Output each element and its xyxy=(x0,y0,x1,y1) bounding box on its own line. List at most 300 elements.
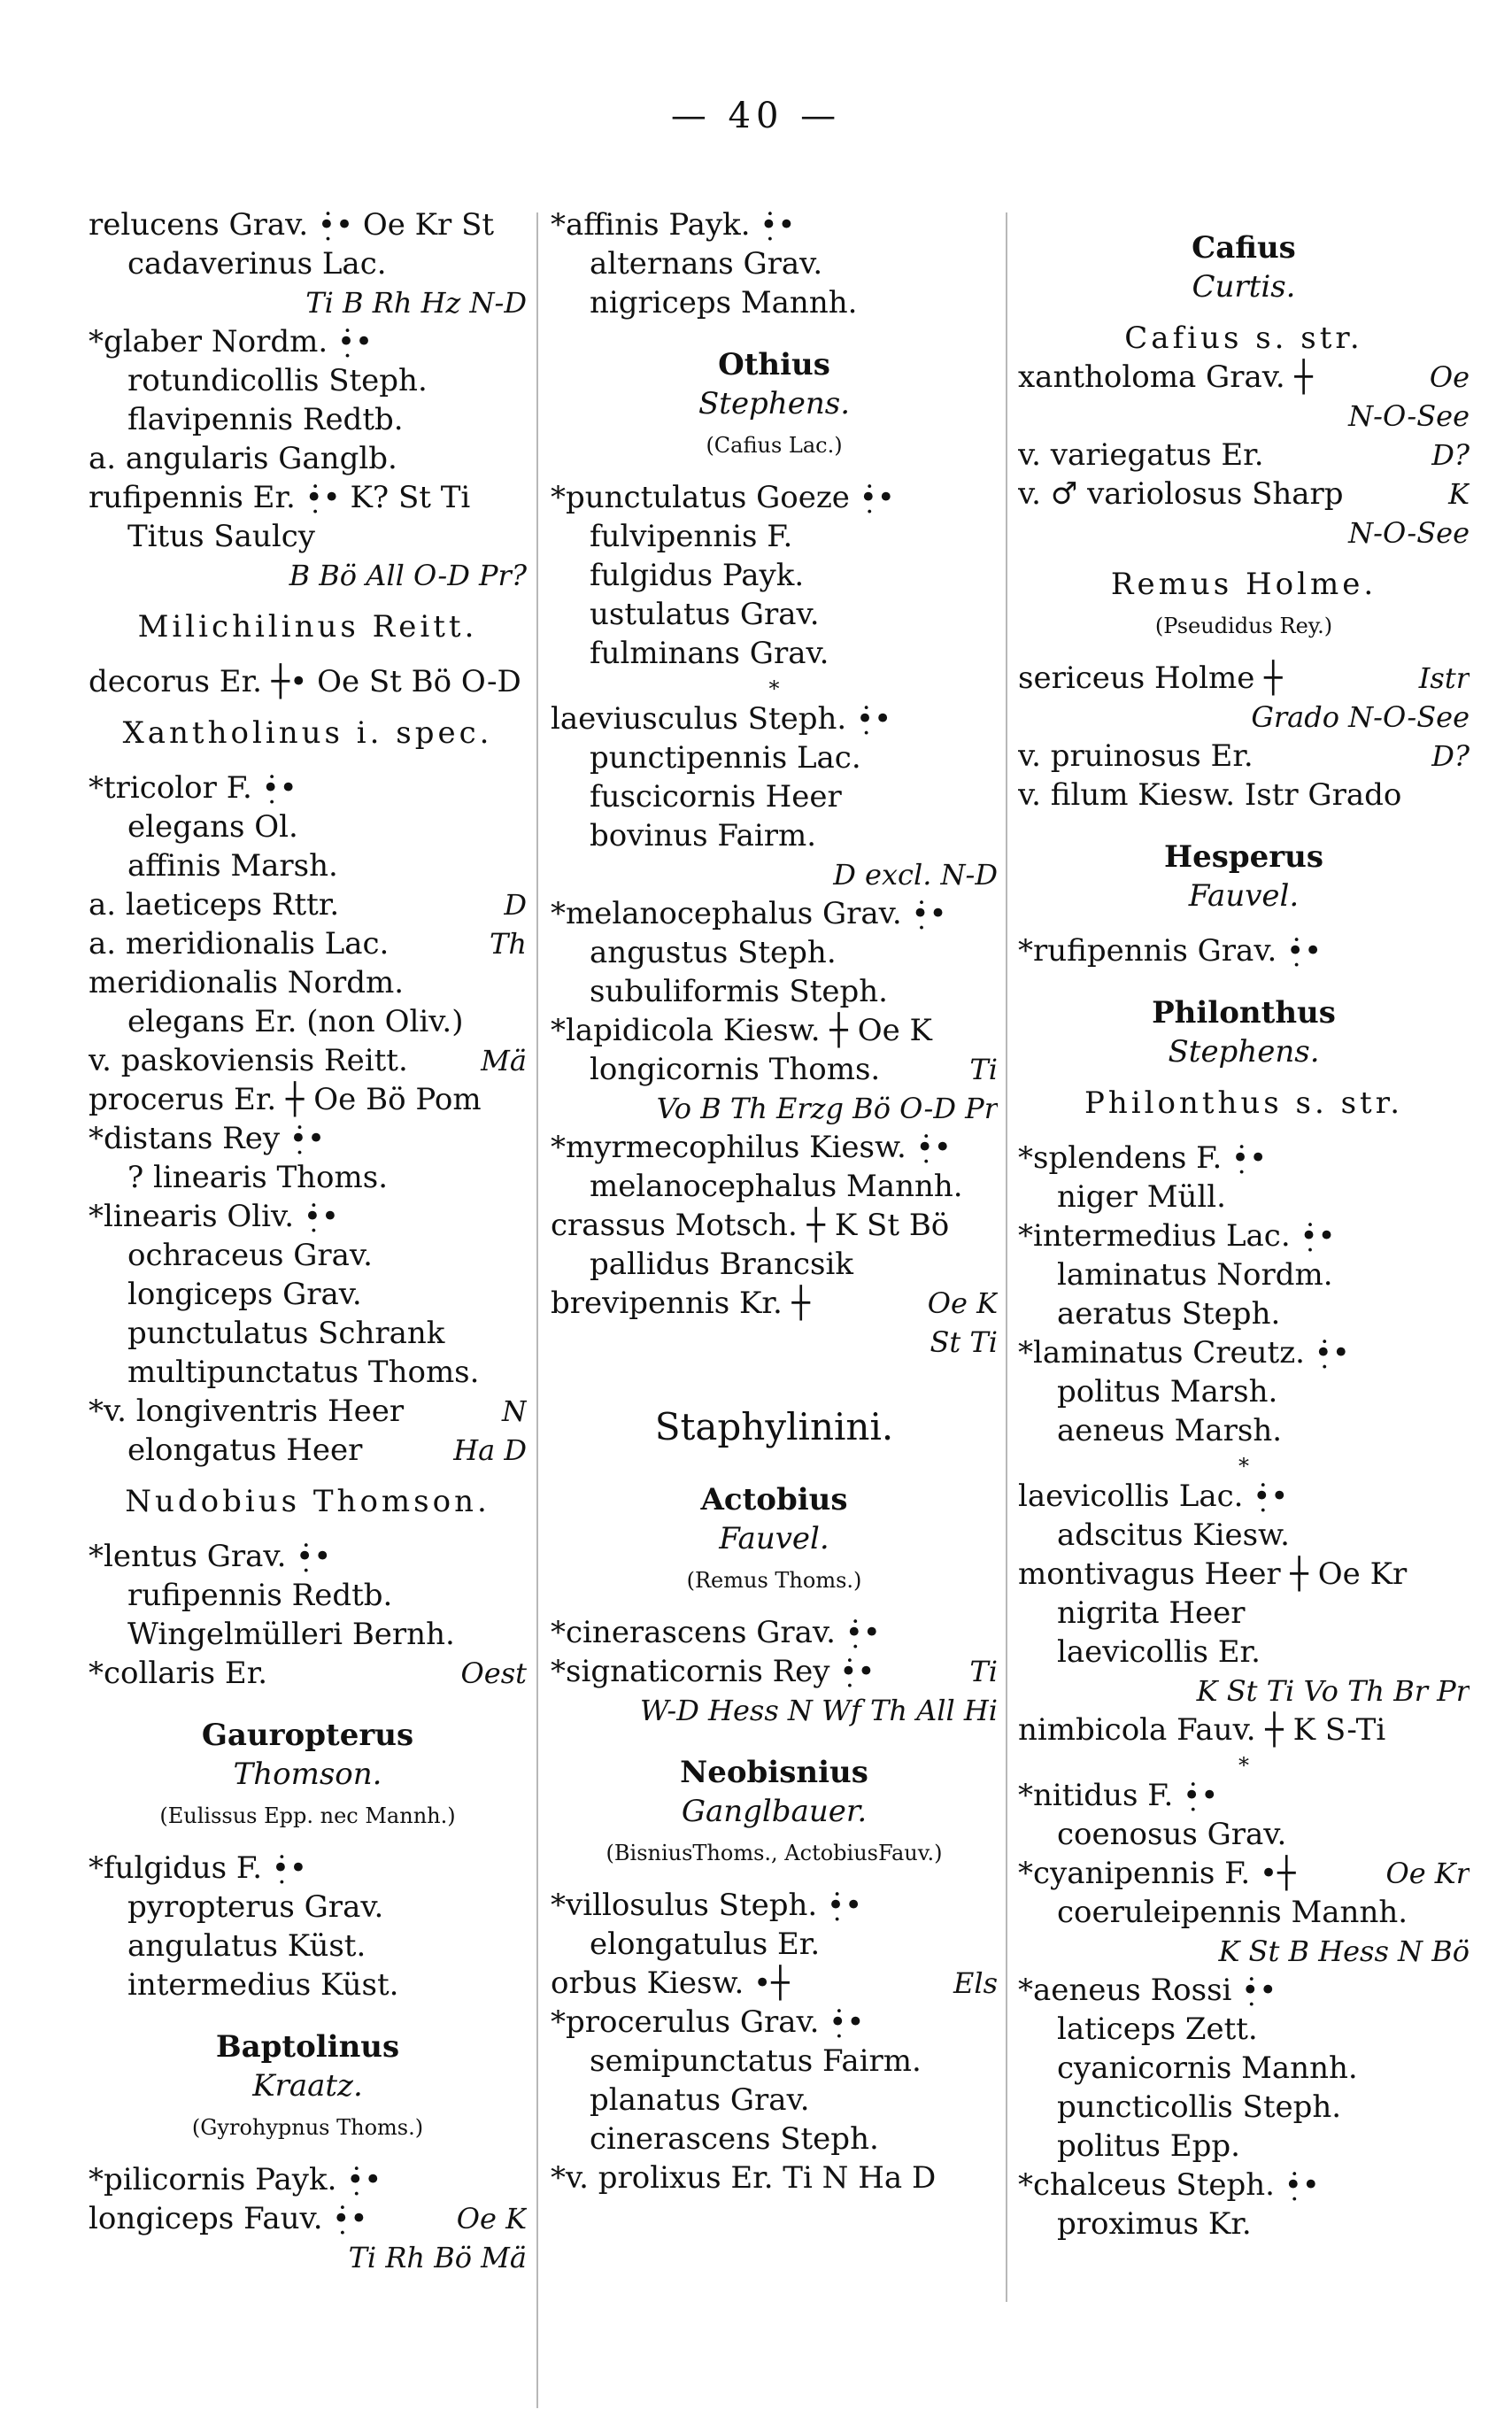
subgenus-heading xyxy=(1018,1084,1470,1123)
entry-text: Gauropterus xyxy=(201,1718,414,1753)
entry-text: v. pruinosus Er. xyxy=(1018,738,1254,774)
entry-text: Xantholinus i. spec. xyxy=(122,715,493,751)
entry-text: K St Ti Vo Th Br Pr xyxy=(1196,1674,1470,1708)
species-entry xyxy=(551,2042,998,2081)
distribution-line xyxy=(1018,397,1470,436)
species-entry xyxy=(89,361,527,400)
species-entry xyxy=(89,846,527,885)
species-entry xyxy=(89,1275,527,1314)
synonym-note xyxy=(551,1558,998,1597)
species-entry xyxy=(89,1537,527,1576)
entry-text: laevicollis Er. xyxy=(1057,1634,1261,1670)
entry-text: subuliformis Steph. xyxy=(590,974,888,1009)
species-entry xyxy=(89,1888,527,1927)
genus-author xyxy=(551,384,998,423)
distribution-line xyxy=(1018,514,1470,552)
entry-text: longiceps Grav. xyxy=(127,1277,362,1312)
entry-text: Titus Saulcy xyxy=(127,519,315,554)
species-entry xyxy=(551,517,998,556)
entry-text: orbus Kiesw. •┼ xyxy=(551,1965,790,2001)
entry-text: Milichilinus Reitt. xyxy=(137,609,478,645)
synonym-note xyxy=(89,1794,527,1833)
species-entry xyxy=(551,1284,998,1323)
species-entry xyxy=(1018,1854,1470,1893)
species-entry xyxy=(89,1576,527,1615)
species-entry xyxy=(1018,2127,1470,2166)
distribution-line xyxy=(551,855,998,894)
entry-text: *glaber Nordm. •̣̇• xyxy=(89,324,374,359)
column-middle xyxy=(551,205,998,2346)
entry-text: semipunctatus Fairm. xyxy=(590,2043,922,2079)
genus-heading xyxy=(551,1753,998,1792)
entry-text: fulvipennis F. xyxy=(590,519,793,554)
species-entry xyxy=(551,556,998,595)
species-entry xyxy=(551,1652,998,1691)
entry-text: Curtis. xyxy=(1192,269,1296,305)
distribution-line xyxy=(551,1691,998,1730)
species-entry xyxy=(89,400,527,439)
entry-text: politus Marsh. xyxy=(1057,1374,1278,1409)
entry-text: v. filum Kiesw. Istr Grado xyxy=(1018,777,1402,813)
species-entry xyxy=(89,1041,527,1080)
entry-text: Philonthus s. str. xyxy=(1084,1085,1404,1121)
entry-distribution: N xyxy=(502,1394,527,1428)
entry-text: Cafius xyxy=(1192,230,1296,266)
species-entry xyxy=(1018,1333,1470,1372)
subgenus-heading xyxy=(89,607,527,646)
entry-text: elongatulus Er. xyxy=(590,1927,821,1962)
entry-text: *melanocephalus Grav. •̣̇• xyxy=(551,896,947,931)
entry-text: rufipennis Redtb. xyxy=(127,1578,393,1613)
entry-distribution: Ti xyxy=(969,1053,998,1086)
column-divider xyxy=(536,212,538,2408)
entry-text: punctulatus Schrank xyxy=(127,1316,445,1351)
subgenus-heading xyxy=(1018,319,1470,358)
species-entry xyxy=(89,1119,527,1158)
entry-text: decorus Er. ┼• Oe St Bö O-D xyxy=(89,664,521,699)
entry-text: Ti Rh Bö Mä xyxy=(348,2241,527,2274)
species-entry xyxy=(89,1965,527,2004)
genus-author xyxy=(551,1519,998,1558)
genus-author xyxy=(1018,267,1470,306)
entry-text: v. paskoviensis Reitt. xyxy=(89,1043,408,1078)
entry-text: *laminatus Creutz. •̣̇• xyxy=(1018,1335,1350,1371)
entry-text: *lentus Grav. •̣̇• xyxy=(89,1539,332,1574)
synonym-note xyxy=(551,423,998,462)
species-entry xyxy=(1018,1594,1470,1633)
genus-author xyxy=(89,1755,527,1794)
genus-heading xyxy=(551,345,998,384)
species-entry xyxy=(1018,2049,1470,2088)
entry-text: laminatus Nordm. xyxy=(1057,1257,1333,1293)
species-entry xyxy=(1018,1139,1470,1178)
species-entry xyxy=(551,699,998,738)
species-entry xyxy=(1018,1555,1470,1594)
species-entry xyxy=(1018,2166,1470,2205)
entry-distribution: Istr xyxy=(1418,661,1470,695)
entry-text: *distans Rey •̣̇• xyxy=(89,1121,326,1156)
separator-asterisk xyxy=(1018,1450,1470,1477)
species-entry xyxy=(89,322,527,361)
entry-text: fulgidus Payk. xyxy=(590,558,805,593)
entry-distribution: Oest xyxy=(460,1656,527,1690)
entry-distribution: K xyxy=(1448,477,1470,511)
entry-distribution: D xyxy=(504,888,527,922)
entry-text: cyanicornis Mannh. xyxy=(1057,2050,1358,2086)
entry-text: punctipennis Lac. xyxy=(590,740,861,776)
entry-text: procerus Er. ┼ Oe Bö Pom xyxy=(89,1082,482,1117)
species-entry xyxy=(551,1964,998,2003)
species-entry xyxy=(89,1158,527,1197)
entry-text: brevipennis Kr. ┼ xyxy=(551,1286,811,1321)
species-entry xyxy=(89,1353,527,1392)
entry-text: cadaverinus Lac. xyxy=(127,246,387,282)
entry-text: Wingelmülleri Bernh. xyxy=(127,1617,455,1652)
entry-text: *punctulatus Goeze •̣̇• xyxy=(551,480,895,515)
entry-text: *intermedius Lac. •̣̇• xyxy=(1018,1218,1336,1254)
entry-text: * xyxy=(768,676,780,699)
species-entry xyxy=(89,1197,527,1236)
entry-text: ? linearis Thoms. xyxy=(127,1160,388,1195)
entry-text: rufipennis Er. •̣̇• K? St Ti xyxy=(89,480,471,515)
tribe-heading xyxy=(551,1397,998,1457)
genus-heading xyxy=(89,1716,527,1755)
species-entry xyxy=(89,807,527,846)
species-entry xyxy=(551,1206,998,1245)
entry-text: longicornis Thoms. xyxy=(590,1052,881,1087)
species-entry xyxy=(89,1849,527,1888)
entry-text: Baptolinus xyxy=(215,2029,400,2065)
entry-text: a. angularis Ganglb. xyxy=(89,441,397,476)
entry-text: *lapidicola Kiesw. ┼ Oe K xyxy=(551,1013,932,1048)
entry-text: politus Epp. xyxy=(1057,2128,1240,2164)
species-entry xyxy=(551,2158,998,2197)
entry-text: *signaticornis Rey •̣̇• xyxy=(551,1654,876,1689)
species-entry xyxy=(1018,659,1470,698)
entry-text: D excl. N-D xyxy=(833,858,998,892)
entry-text: *affinis Payk. •̣̇• xyxy=(551,207,796,243)
entry-text: (Remus Thoms.) xyxy=(686,1568,862,1593)
entry-text: relucens Grav. •̣̇• Oe Kr St xyxy=(89,207,495,243)
entry-text: *splendens F. •̣̇• xyxy=(1018,1140,1268,1176)
species-entry xyxy=(1018,358,1470,397)
genus-heading xyxy=(1018,993,1470,1032)
species-entry xyxy=(89,1080,527,1119)
entry-text: niger Müll. xyxy=(1057,1179,1226,1215)
entry-text: flavipennis Redtb. xyxy=(127,402,404,437)
species-entry xyxy=(1018,1411,1470,1450)
species-entry xyxy=(551,1925,998,1964)
entry-text: (BisniusThoms., ActobiusFauv.) xyxy=(606,1841,943,1865)
species-entry xyxy=(89,1314,527,1353)
entry-text: Thomson. xyxy=(233,1757,382,1792)
entry-text: Remus Holme. xyxy=(1110,567,1377,602)
entry-text: (Gyrohypnus Thoms.) xyxy=(191,2115,424,2140)
entry-text: a. laeticeps Rttr. xyxy=(89,887,340,923)
entry-text: v. ♂ variolosus Sharp xyxy=(1018,476,1344,512)
entry-text: coenosus Grav. xyxy=(1057,1817,1287,1852)
species-entry xyxy=(1018,1815,1470,1854)
entry-text: N-O-See xyxy=(1348,516,1470,550)
entry-text: pallidus Brancsik xyxy=(590,1247,853,1282)
species-entry xyxy=(551,478,998,517)
species-entry xyxy=(551,2120,998,2158)
entry-text: *aeneus Rossi •̣̇• xyxy=(1018,1973,1277,2008)
entry-text: crassus Motsch. ┼ K St Bö xyxy=(551,1208,950,1243)
entry-text: Staphylinini. xyxy=(654,1405,894,1448)
entry-text: W-D Hess N Wf Th All Hi xyxy=(639,1694,998,1727)
column-right xyxy=(1018,205,1470,2346)
species-entry xyxy=(1018,2205,1470,2243)
species-entry xyxy=(1018,1516,1470,1555)
species-entry xyxy=(1018,776,1470,815)
entry-distribution: Oe K xyxy=(456,2202,527,2236)
entry-text: *cinerascens Grav. •̣̇• xyxy=(551,1615,881,1650)
entry-text: adscitus Kiesw. xyxy=(1057,1517,1290,1553)
entry-text: fulminans Grav. xyxy=(590,636,829,671)
species-entry xyxy=(551,972,998,1011)
entry-text: * xyxy=(1238,1454,1249,1477)
synonym-note xyxy=(551,1831,998,1870)
species-entry xyxy=(89,1002,527,1041)
genus-heading xyxy=(1018,228,1470,267)
species-entry xyxy=(1018,737,1470,776)
entry-text: Ganglbauer. xyxy=(681,1794,868,1829)
entry-text: (Pseudidus Rey.) xyxy=(1154,614,1333,638)
species-entry xyxy=(551,1245,998,1284)
entry-text: laticeps Zett. xyxy=(1057,2012,1258,2047)
entry-distribution: Ti xyxy=(969,1655,998,1688)
entry-distribution: Oe xyxy=(1429,360,1470,394)
species-entry xyxy=(89,478,527,517)
entry-text: Fauvel. xyxy=(1188,878,1300,914)
entry-text: proximus Kr. xyxy=(1057,2206,1252,2242)
entry-text: coeruleipennis Mannh. xyxy=(1057,1895,1408,1930)
entry-text: a. meridionalis Lac. xyxy=(89,926,390,961)
species-entry xyxy=(1018,1372,1470,1411)
species-entry xyxy=(1018,1893,1470,1932)
entry-text: *pilicornis Payk. •̣̇• xyxy=(89,2162,382,2197)
entry-text: Fauvel. xyxy=(719,1521,829,1556)
distribution-line xyxy=(1018,1672,1470,1710)
species-entry xyxy=(1018,2010,1470,2049)
entry-text: multipunctatus Thoms. xyxy=(127,1355,480,1390)
entry-text: ochraceus Grav. xyxy=(127,1238,373,1273)
entry-text: alternans Grav. xyxy=(590,246,823,282)
species-entry xyxy=(1018,1776,1470,1815)
distribution-line xyxy=(551,1089,998,1128)
species-entry xyxy=(89,963,527,1002)
entry-text: elongatus Heer xyxy=(127,1432,363,1468)
entry-text: aeratus Steph. xyxy=(1057,1296,1281,1332)
column-left xyxy=(89,205,527,2346)
entry-text: cinerascens Steph. xyxy=(590,2121,879,2157)
entry-text: *v. prolixus Er. Ti N Ha D xyxy=(551,2160,937,2196)
species-entry xyxy=(89,924,527,963)
entry-text: nimbicola Fauv. ┼ K S-Ti xyxy=(1018,1712,1386,1748)
entry-distribution: Mä xyxy=(481,1044,527,1077)
entry-text: aeneus Marsh. xyxy=(1057,1413,1283,1448)
species-entry xyxy=(1018,1216,1470,1255)
entry-text: *linearis Oliv. •̣̇• xyxy=(89,1199,339,1234)
entry-text: planatus Grav. xyxy=(590,2082,810,2118)
entry-text: K St B Hess N Bö xyxy=(1218,1934,1470,1968)
species-entry xyxy=(551,1128,998,1167)
species-entry xyxy=(1018,475,1470,514)
entry-text: laeviusculus Steph. •̣̇• xyxy=(551,701,892,737)
species-entry xyxy=(1018,1255,1470,1294)
genus-heading xyxy=(1018,838,1470,876)
species-entry xyxy=(1018,1477,1470,1516)
species-entry xyxy=(89,439,527,478)
entry-text: Othius xyxy=(718,347,830,382)
entry-text: Philonthus xyxy=(1152,995,1336,1031)
species-entry xyxy=(551,816,998,855)
species-entry xyxy=(1018,2088,1470,2127)
entry-text: longiceps Fauv. •̣̇• xyxy=(89,2201,368,2236)
species-entry xyxy=(551,1886,998,1925)
entry-text: laevicollis Lac. •̣̇• xyxy=(1018,1479,1289,1514)
entry-text: elegans Ol. xyxy=(127,809,298,845)
synonym-note xyxy=(1018,604,1470,643)
distribution-line xyxy=(89,2238,527,2277)
entry-text: montivagus Heer ┼ Oe Kr xyxy=(1018,1556,1408,1592)
entry-text: v. variegatus Er. xyxy=(1018,437,1264,473)
species-entry xyxy=(1018,1178,1470,1216)
species-entry xyxy=(1018,1633,1470,1672)
entry-text: intermedius Küst. xyxy=(127,1967,399,2003)
entry-distribution: Oe K xyxy=(927,1286,998,1320)
entry-text: *rufipennis Grav. •̣̇• xyxy=(1018,933,1323,969)
species-entry xyxy=(551,2081,998,2120)
entry-text: elegans Er. (non Oliv.) xyxy=(127,1004,464,1039)
entry-text: Grado N-O-See xyxy=(1251,700,1470,734)
entry-text: *chalceus Steph. •̣̇• xyxy=(1018,2167,1320,2203)
entry-text: St Ti xyxy=(930,1325,998,1359)
species-entry xyxy=(89,662,527,701)
entry-text: ustulatus Grav. xyxy=(590,597,820,632)
species-entry xyxy=(89,885,527,924)
entry-text: Vo B Th Erzg Bö O-D Pr xyxy=(656,1092,998,1125)
species-entry xyxy=(551,283,998,322)
entry-text: *nitidus F. •̣̇• xyxy=(1018,1778,1219,1813)
entry-text: sericeus Holme ┼ xyxy=(1018,660,1283,696)
species-entry xyxy=(89,1431,527,1470)
entry-text: *procerulus Grav. •̣̇• xyxy=(551,2004,865,2040)
entry-text: angulatus Küst. xyxy=(127,1928,366,1964)
entry-distribution: D? xyxy=(1431,739,1470,773)
species-entry xyxy=(89,1236,527,1275)
entry-text: *v. longiventris Heer xyxy=(89,1394,405,1429)
entry-text: melanocephalus Mannh. xyxy=(590,1169,963,1204)
entry-text: *villosulus Steph. •̣̇• xyxy=(551,1888,863,1923)
subgenus-heading xyxy=(1018,565,1470,604)
species-entry xyxy=(89,1927,527,1965)
separator-asterisk xyxy=(551,673,998,699)
entry-text: *cyanipennis F. •┼ xyxy=(1018,1856,1296,1891)
entry-text: N-O-See xyxy=(1348,399,1470,433)
separator-asterisk xyxy=(1018,1749,1470,1776)
entry-text: Actobius xyxy=(700,1482,848,1517)
species-entry xyxy=(1018,1710,1470,1749)
entry-text: *tricolor F. •̣̇• xyxy=(89,770,297,806)
synonym-note xyxy=(89,2105,527,2144)
distribution-line xyxy=(89,283,527,322)
entry-text: (Eulissus Epp. nec Mannh.) xyxy=(159,1803,456,1828)
entry-text: Hesperus xyxy=(1163,839,1324,875)
genus-heading xyxy=(551,1480,998,1519)
species-entry xyxy=(1018,436,1470,475)
entry-text: nigriceps Mannh. xyxy=(590,285,858,320)
species-entry xyxy=(1018,1971,1470,2010)
distribution-line xyxy=(89,556,527,595)
species-entry xyxy=(551,634,998,673)
entry-distribution: Ha D xyxy=(453,1433,527,1467)
genus-author xyxy=(89,2066,527,2105)
species-entry xyxy=(1018,931,1470,970)
species-entry xyxy=(89,1654,527,1693)
species-entry xyxy=(1018,1294,1470,1333)
species-entry xyxy=(551,1050,998,1089)
entry-text: Stephens. xyxy=(1168,1034,1320,1070)
species-entry xyxy=(89,244,527,283)
species-entry xyxy=(89,1392,527,1431)
entry-text: Cafius s. str. xyxy=(1124,320,1363,356)
entry-text: affinis Marsh. xyxy=(127,848,338,884)
species-entry xyxy=(89,2199,527,2238)
entry-text: (Cafius Lac.) xyxy=(706,433,843,458)
entry-text: Neobisnius xyxy=(680,1755,868,1790)
species-entry xyxy=(551,244,998,283)
species-entry xyxy=(551,1613,998,1652)
entry-text: puncticollis Steph. xyxy=(1057,2089,1342,2125)
subgenus-heading xyxy=(89,714,527,753)
species-entry xyxy=(551,595,998,634)
species-entry xyxy=(551,777,998,816)
distribution-line xyxy=(551,1323,998,1362)
entry-text: nigrita Heer xyxy=(1057,1595,1246,1631)
entry-text: B Bö All O-D Pr? xyxy=(289,559,527,592)
entry-text: *collaris Er. xyxy=(89,1656,268,1691)
entry-text: xantholoma Grav. ┼ xyxy=(1018,359,1313,395)
column-divider xyxy=(1006,212,1007,2302)
species-entry xyxy=(551,1011,998,1050)
species-entry xyxy=(551,2003,998,2042)
species-entry xyxy=(89,2160,527,2199)
entry-text: Nudobius Thomson. xyxy=(125,1484,490,1519)
genus-author xyxy=(551,1792,998,1831)
species-entry xyxy=(551,894,998,933)
entry-text: Kraatz. xyxy=(252,2068,363,2104)
entry-text: *fulgidus F. •̣̇• xyxy=(89,1850,307,1886)
species-entry xyxy=(89,517,527,556)
entry-text: Stephens. xyxy=(698,386,850,421)
species-entry xyxy=(89,1615,527,1654)
entry-text: fuscicornis Heer xyxy=(590,779,842,815)
entry-text: bovinus Fairm. xyxy=(590,818,817,853)
species-entry xyxy=(551,933,998,972)
entry-distribution: D? xyxy=(1431,438,1470,472)
entry-text: pyropterus Grav. xyxy=(127,1889,384,1925)
entry-distribution: Els xyxy=(953,1966,998,2000)
entry-text: meridionalis Nordm. xyxy=(89,965,405,1000)
entry-distribution: Oe Kr xyxy=(1385,1857,1470,1890)
species-entry xyxy=(551,205,998,244)
entry-text: Ti B Rh Hz N-D xyxy=(305,286,527,320)
genus-author xyxy=(1018,876,1470,915)
species-entry xyxy=(551,1167,998,1206)
subgenus-heading xyxy=(89,1482,527,1521)
